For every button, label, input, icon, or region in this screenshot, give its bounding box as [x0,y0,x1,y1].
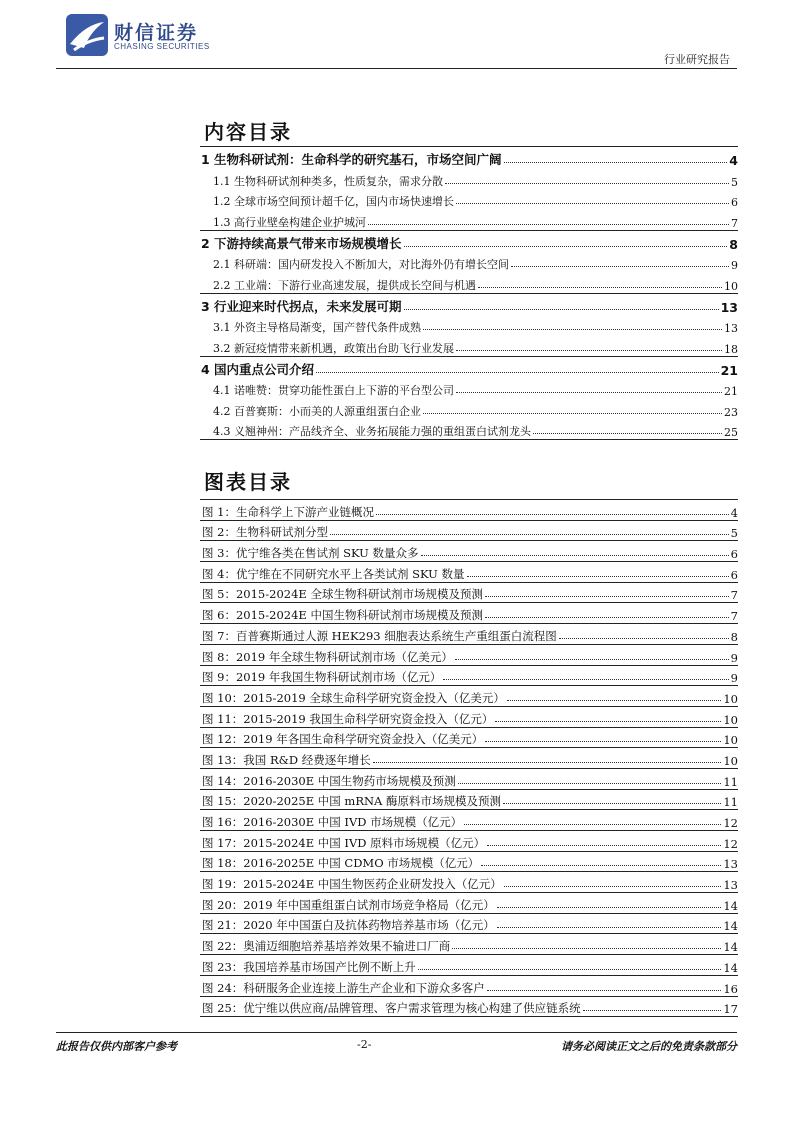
dot-leader [368,224,729,225]
toc-chapter-entry[interactable] [200,293,738,315]
toc-section-entry[interactable] [200,189,738,210]
figure-entry[interactable] [200,685,738,706]
dot-leader [404,246,728,247]
figure-entry[interactable] [200,830,738,851]
header-divider [56,68,737,69]
toc-chapter-entry[interactable] [200,230,738,252]
dot-leader [481,865,721,866]
figure-entry[interactable] [200,582,738,603]
footer-disclaimer-left: 此报告仅供内部客户参考 [56,1040,177,1053]
figure-entry-text: 图 13：我国 R&D 经费逐年增长 [202,752,371,767]
dot-leader [485,741,721,742]
figure-entry-text: 图 4：优宁维在不同研究水平上各类试剂 SKU 数量 [202,566,465,581]
page-number: -2- [357,1038,372,1051]
dot-leader [559,638,729,639]
toc-section-entry[interactable] [200,209,738,230]
figure-entry[interactable] [200,913,738,934]
figure-entry-text: 图 19：2015-2024E 中国生物医药企业研发投入（亿元） [202,877,502,892]
dot-leader [511,266,729,267]
figure-entry-text: 图 16：2016-2030E 中国 IVD 市场规模（亿元） [202,815,463,829]
toc-chapter-entry-page: 21 [720,362,738,378]
figure-entry[interactable] [200,665,738,686]
figure-entry-page: 11 [723,795,738,810]
toc-section-entry-page: 23 [724,405,738,419]
figure-entry[interactable] [200,727,738,748]
figure-entry[interactable] [200,809,738,830]
toc-section-entry-text: 1.2 全球市场空间预计超千亿，国内市场快速增长 [213,195,454,208]
company-logo-icon [66,14,108,56]
figure-entry[interactable] [200,499,738,520]
logo-chinese-name: 财信证券 [114,22,199,44]
toc-chapter-entry-text: 2 下游持续高景气带来市场规模增长 [201,235,402,251]
dot-leader [504,886,722,887]
dot-leader [423,329,722,330]
figure-entry[interactable] [200,706,738,727]
figure-entry[interactable] [200,789,738,810]
figure-entry-page: 12 [723,836,738,851]
dot-leader [445,183,729,184]
figure-entry-text: 图 24：科研服务企业连接上游生产企业和下游众多客户 [202,980,485,995]
toc-chapter-entry[interactable] [200,356,738,378]
figure-entry-page: 14 [723,940,738,955]
toc-section-entry[interactable] [200,272,738,293]
figure-list-title: 图表目录 [204,470,292,494]
figure-entry[interactable] [200,644,738,665]
toc-section-entry[interactable] [200,419,738,440]
dot-leader [423,413,722,414]
figure-entry-text: 图 22：奥浦迈细胞培养基培养效果不输进口厂商 [202,939,451,954]
figure-entry-page: 16 [723,981,738,996]
figure-entry-page: 4 [730,505,738,520]
footer-disclaimer-right: 请务必阅读正文之后的免责条款部分 [561,1040,737,1053]
table-of-contents [200,146,738,440]
dot-leader [497,907,722,908]
toc-section-entry[interactable] [200,378,738,399]
dot-leader [443,679,728,680]
dot-leader [487,990,722,991]
toc-section-entry-text: 4.2 百普赛斯：小而美的人源重组蛋白企业 [213,404,421,418]
dot-leader [504,162,728,163]
dot-leader [485,617,729,618]
toc-bottom-rule [200,439,738,440]
figure-entry-page: 14 [723,898,738,913]
toc-section-entry[interactable] [200,398,738,419]
toc-section-entry-text: 4.3 义翘神州：产品线齐全、业务拓展能力强的重组蛋白试剂龙头 [213,425,531,438]
figure-entry-text: 图 12：2019 年各国生命科学研究资金投入（亿美元） [202,732,484,747]
figure-entry[interactable] [200,768,738,789]
dot-leader [495,721,721,722]
figure-entry-text: 图 14：2016-2030E 中国生物药市场规模及预测 [202,773,456,788]
dot-leader [404,309,719,310]
dot-leader [497,927,722,928]
toc-section-entry[interactable] [200,335,738,356]
toc-section-entry-page: 21 [724,385,738,398]
figure-entry-page: 8 [730,629,738,644]
figure-entry-page: 9 [730,671,738,686]
toc-section-entry-text: 4.1 诺唯赞：贯穿功能性蛋白上下游的平台型公司 [213,384,454,397]
figure-entry-page: 11 [723,774,738,789]
figure-entry-page: 7 [730,588,738,603]
toc-section-entry-page: 7 [731,216,738,230]
figure-entry[interactable] [200,561,738,582]
toc-section-entry[interactable] [200,252,738,273]
toc-section-entry-text: 1.1 生物科研试剂种类多，性质复杂，需求分散 [213,174,443,188]
toc-section-entry[interactable] [200,168,738,189]
figure-entry-text: 图 18：2016-2025E 中国 CDMO 市场规模（亿元） [202,856,480,871]
figure-entry-page: 14 [723,919,738,934]
dot-leader [316,372,719,373]
figure-entry-text: 图 11：2015-2019 我国生命科学研究资金投入（亿元） [202,711,494,726]
figure-list [200,499,738,1017]
figure-entry[interactable] [200,933,738,954]
dot-leader [456,392,722,393]
figure-entry[interactable] [200,954,738,975]
figure-entry[interactable] [200,602,738,623]
figure-entry-page: 6 [730,567,738,582]
figure-entry-text: 图 20：2019 年中国重组蛋白试剂市场竞争格局（亿元） [202,897,495,912]
figure-entry-page: 13 [723,857,738,872]
toc-chapter-entry-text: 4 国内重点公司介绍 [201,361,315,377]
figure-entry-page: 10 [723,712,738,727]
toc-section-entry-page: 10 [724,279,738,293]
figure-entry-text: 图 10：2015-2019 全球生命科学研究资金投入（亿美元） [202,690,505,705]
footer-divider [56,1032,737,1033]
figure-entry-page: 10 [723,753,738,768]
toc-chapter-entry-page: 8 [729,236,738,252]
dot-leader [418,969,722,970]
toc-section-entry-page: 9 [731,259,738,272]
figure-entry-text: 图 6：2015-2024E 中国生物科研试剂市场规模及预测 [202,608,483,623]
toc-chapter-entry-text: 1 生物科研试剂：生命科学的研究基石，市场空间广阔 [201,152,502,167]
dot-leader [421,555,729,556]
figure-entry-text: 图 21：2020 年中国蛋白及抗体药物培养基市场（亿元） [202,918,495,933]
figure-entry-page: 17 [723,1002,738,1017]
dot-leader [464,824,721,825]
figure-entry-text: 图 5：2015-2024E 全球生物科研试剂市场规模及预测 [202,587,483,602]
toc-section-entry-page: 13 [724,322,738,335]
figure-entry-text: 图 2：生物科研试剂分型 [202,525,328,540]
figure-entry[interactable] [200,623,738,644]
dot-leader [487,845,721,846]
figure-entry-text: 图 25：优宁维以供应商/品牌管理、客户需求管理为核心构建了供应链系统 [202,1001,581,1016]
dot-leader [503,803,721,804]
figure-entry-page: 14 [723,960,738,975]
toc-chapter-entry-text: 3 行业迎来时代拐点，未来发展可期 [201,298,402,314]
figure-entry[interactable] [200,747,738,768]
page-header [0,0,793,70]
figure-entry-page: 12 [723,816,738,830]
toc-section-entry-page: 6 [731,196,738,209]
dot-leader [533,433,722,434]
toc-chapter-entry[interactable] [200,146,738,168]
toc-section-entry-text: 3.2 新冠疫情带来新机遇，政策出台助飞行业发展 [213,341,454,355]
figure-entry-text: 图 3：优宁维各类在售试剂 SKU 数量众多 [202,546,419,561]
figure-entry-text: 图 23：我国培养基市场国产比例不断上升 [202,959,416,974]
toc-chapter-entry-page: 4 [729,153,738,168]
dot-leader [478,287,722,288]
figure-entry-text: 图 17：2015-2024E 中国 IVD 原料市场规模（亿元） [202,835,486,850]
report-type-label: 行业研究报告 [664,53,730,66]
figure-entry-text: 图 1：生命科学上下游产业链概况 [202,504,374,519]
figure-entry-text: 图 8：2019 年全球生物科研试剂市场（亿美元） [202,649,453,664]
figure-entry-page: 9 [730,650,738,665]
figure-list-bottom-rule [200,1016,738,1017]
toc-section-entry-page: 5 [731,175,738,189]
toc-section-entry-text: 2.2 工业端：下游行业高速发展，提供成长空间与机遇 [213,278,476,292]
figure-entry-page: 5 [730,526,738,541]
toc-title: 内容目录 [204,120,292,144]
toc-section-entry[interactable] [200,315,738,336]
dot-leader [583,1010,722,1011]
toc-chapter-entry-page: 13 [720,299,738,315]
toc-section-entry-page: 25 [724,426,738,439]
logo-english-name: CHASING SECURITIES [114,42,210,51]
toc-section-entry-text: 2.1 科研端：国内研发投入不断加大，对比海外仍有增长空间 [213,258,509,271]
figure-entry-page: 10 [723,733,738,748]
figure-entry-text: 图 7：百普赛斯通过人源 HEK293 细胞表达系统生产重组蛋白流程图 [202,628,557,643]
dot-leader [456,350,722,351]
figure-entry-page: 13 [723,878,738,893]
figure-entry[interactable] [200,892,738,913]
dot-leader [376,514,729,515]
dot-leader [467,576,729,577]
dot-leader [452,948,721,949]
dot-leader [485,596,729,597]
figure-entry[interactable] [200,520,738,541]
figure-entry[interactable] [200,851,738,872]
dot-leader [373,762,722,763]
figure-entry[interactable] [200,540,738,561]
figure-entry[interactable] [200,975,738,996]
dot-leader [507,700,721,701]
figure-entry[interactable] [200,871,738,892]
dot-leader [456,203,729,204]
figure-entry-page: 7 [730,609,738,624]
toc-section-entry-page: 18 [724,342,738,356]
figure-entry-text: 图 15：2020-2025E 中国 mRNA 酶原料市场规模及预测 [202,794,501,809]
dot-leader [455,659,729,660]
figure-entry[interactable] [200,996,738,1017]
dot-leader [458,783,722,784]
figure-entry-page: 10 [723,691,738,706]
toc-section-entry-text: 1.3 高行业壁垒构建企业护城河 [213,215,366,229]
figure-entry-text: 图 9：2019 年我国生物科研试剂市场（亿元） [202,670,442,685]
figure-entry-page: 6 [730,547,738,562]
dot-leader [330,534,729,535]
toc-section-entry-text: 3.1 外资主导格局渐变，国产替代条件成熟 [213,321,421,334]
